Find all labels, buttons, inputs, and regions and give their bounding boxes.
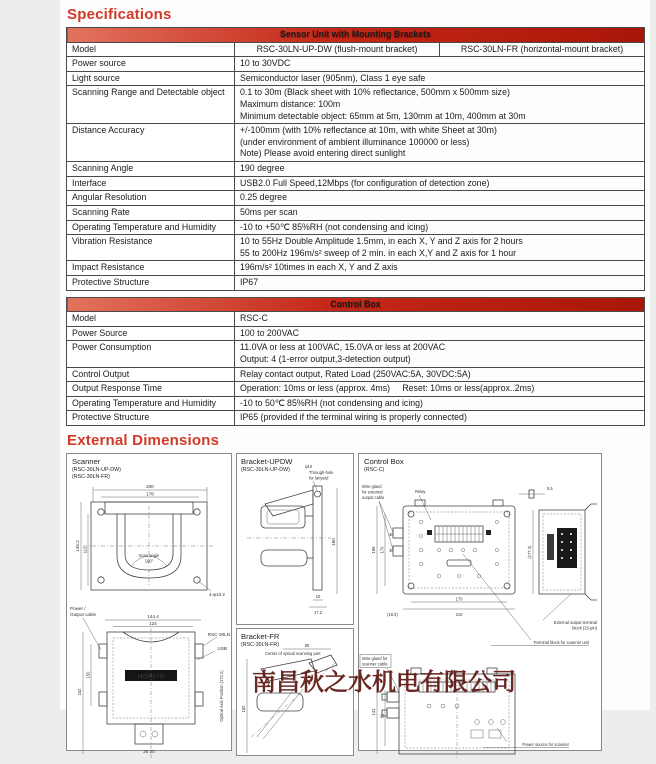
spec-row: [67, 220, 645, 235]
row-value: [235, 326, 645, 341]
spec-row: [67, 382, 645, 397]
value-line: 10 to 30VDC: [240, 58, 291, 69]
control-box-title: Control Box: [364, 457, 404, 467]
value-line: Minimum detectable object: 65mm at 5m, 130mm at 10m, 400mm at 30m: [240, 110, 526, 121]
spec-row: [67, 71, 645, 86]
scanner-dimension-panel: [66, 453, 232, 755]
svg-text:Wire gland for: Wire gland for: [362, 656, 388, 662]
svg-text:150: 150: [85, 671, 91, 679]
value-line: 100 to 200VAC: [240, 327, 300, 338]
row-value: [235, 191, 645, 206]
control-box-drawing: [359, 454, 601, 764]
svg-text:USB: USB: [217, 646, 227, 652]
row-value: [235, 220, 645, 235]
control-table-title: Control Box: [67, 297, 645, 312]
svg-text:(RSC-C): (RSC-C): [364, 467, 385, 474]
row-value: [235, 124, 645, 162]
external-dimensions-title: External Dimensions: [67, 432, 220, 450]
svg-text:scanner cable: scanner cable: [362, 661, 388, 667]
value-line: 55 to 200Hz 196m/s² sweep of 2 min. in each X,Y and Z axis for 1 hour: [240, 247, 517, 258]
spec-sheet: [60, 0, 650, 755]
row-label: Protective Structure: [67, 411, 235, 426]
value-line: -10 to 50℃ 85%RH (not condensing and icing): [240, 397, 423, 408]
row-value: [235, 382, 645, 397]
svg-text:200: 200: [146, 484, 154, 490]
row-label: Angular Resolution: [67, 191, 235, 206]
row-label: Light source: [67, 71, 235, 86]
value-line: Relay contact output, Rated Load (250VAC:5A, 30VDC:5A): [240, 368, 471, 379]
value-line: (under environment of ambient illuminance 100000 or less): [240, 136, 470, 147]
svg-text:Relay: Relay: [415, 489, 426, 495]
row-label: Power source: [67, 57, 235, 72]
spec-row: [67, 176, 645, 191]
row-label: Control Output: [67, 367, 235, 382]
svg-text:(RSC-30LN-FR): (RSC-30LN-FR): [241, 642, 279, 649]
row-value: [235, 86, 645, 124]
spec-row: [67, 396, 645, 411]
bracket-updw-title: Bracket-UPDW: [241, 457, 293, 467]
svg-text:30: 30: [389, 548, 394, 554]
svg-text:Optical Axis Position (172.2): Optical Axis Position (172.2): [219, 670, 224, 722]
row-label: Vibration Resistance: [67, 235, 235, 261]
row-label: Operating Temperature and Humidity: [67, 396, 235, 411]
svg-text:10: 10: [315, 594, 321, 600]
value-line: 0.1 to 30m (Black sheet with 10% reflectance, 500mm x 500mm size): [240, 87, 510, 98]
row-label: Protective Structure: [67, 275, 235, 290]
value-line: Maximum distance: 100m: [240, 99, 341, 110]
scanner-drawing: [67, 454, 231, 764]
svg-text:Scan angle: Scan angle: [138, 553, 160, 559]
spec-row: [67, 261, 645, 276]
svg-text:RSC-30LN: RSC-30LN: [207, 632, 230, 638]
value-line: 196m/s² 10times in each X, Y and Z axis: [240, 262, 398, 273]
svg-text:5.5: 5.5: [547, 486, 553, 492]
spec-row: [67, 326, 645, 341]
svg-text:30: 30: [389, 532, 394, 538]
row-value: [235, 396, 645, 411]
svg-text:(RSC-30LN-UP-DW): (RSC-30LN-UP-DW): [241, 467, 290, 474]
svg-text:170: 170: [379, 546, 385, 554]
sensor-table-title: Sensor Unit with Mounting Brackets: [67, 28, 645, 43]
svg-text:block (15-pin): block (15-pin): [572, 625, 597, 631]
row-value: [235, 411, 645, 426]
brand-label: HOKUYO: [137, 674, 165, 681]
svg-text:20 20: 20 20: [143, 749, 155, 755]
table-header-row: [67, 28, 645, 43]
row-value: [235, 367, 645, 382]
row-label: Scanning Range and Detectable object: [67, 86, 235, 124]
value-line: IP65 (provided if the terminal wiring is properly connected): [240, 412, 467, 423]
value-line: Operation: 10ms or less (approx. 4ms) Reset: 10ms or less(approx..2ms): [240, 383, 535, 394]
value-line: 50ms per scan: [240, 206, 298, 217]
svg-text:Power source for scanner: Power source for scanner: [522, 742, 569, 748]
spec-row: [67, 86, 645, 124]
svg-text:144.4: 144.4: [147, 614, 159, 620]
row-label: Output Response Time: [67, 382, 235, 397]
svg-text:80: 80: [304, 643, 310, 649]
svg-text:(177.3): (177.3): [527, 545, 532, 559]
svg-text:195: 195: [371, 546, 376, 554]
row-label: Scanning Angle: [67, 162, 235, 177]
bracket-fr-title: Bracket-FR: [241, 632, 280, 642]
svg-text:242: 242: [77, 688, 82, 696]
spec-row: [67, 235, 645, 261]
svg-text:Terminal block for scanner uni: Terminal block for scanner unit: [533, 640, 589, 646]
row-value: [235, 275, 645, 290]
spec-row: [67, 367, 645, 382]
value-line: 0.25 degree: [240, 192, 287, 203]
spec-row: [67, 57, 645, 72]
spec-row: [67, 124, 645, 162]
row-value: [235, 312, 645, 327]
svg-text:150: 150: [241, 705, 246, 713]
page-title: Specifications: [67, 6, 172, 23]
svg-text:Through-hole: Through-hole: [309, 470, 334, 476]
spec-row: [67, 162, 645, 177]
spec-row: [67, 275, 645, 290]
row-value: [235, 341, 645, 367]
svg-text:Output cable: Output cable: [70, 612, 97, 618]
row-value: [235, 235, 645, 261]
svg-text:178: 178: [146, 491, 154, 497]
value-line: -10 to +50℃ 85%RH (not condensing and icing): [240, 221, 429, 232]
value-line: 190 degree: [240, 163, 285, 174]
bracket-updw-panel: [236, 453, 354, 625]
svg-text:φ10: φ10: [305, 464, 313, 470]
svg-text:210: 210: [455, 612, 463, 618]
spec-row: [67, 191, 645, 206]
spec-row: [67, 312, 645, 327]
svg-text:190°: 190°: [144, 558, 154, 564]
row-value: [235, 176, 645, 191]
value-line: RSC-C: [240, 313, 268, 324]
svg-text:(RSC-30LN-FR): (RSC-30LN-FR): [72, 474, 110, 481]
sensor-spec-table: [66, 27, 645, 291]
bracket-updw-drawing: [237, 454, 353, 624]
spec-row: [67, 205, 645, 220]
row-value: [235, 57, 645, 72]
svg-text:(18.3): (18.3): [387, 612, 398, 618]
spec-row: [67, 411, 645, 426]
row-label: Scanning Rate: [67, 205, 235, 220]
svg-text:External output terminal: External output terminal: [553, 620, 597, 626]
row-value: [235, 205, 645, 220]
row-value: [235, 261, 645, 276]
svg-text:4-φ10.2: 4-φ10.2: [208, 592, 225, 598]
model-row: [67, 42, 645, 57]
row-label: Impact Resistance: [67, 261, 235, 276]
spec-row: [67, 341, 645, 367]
svg-text:Wire gland: Wire gland: [362, 484, 382, 490]
svg-text:for external: for external: [362, 489, 383, 495]
svg-text:81: 81: [379, 713, 385, 719]
row-label: Model: [67, 42, 235, 57]
row-label: Model: [67, 312, 235, 327]
svg-text:145.2: 145.2: [75, 540, 80, 552]
row-label: Power Source: [67, 326, 235, 341]
value-line: Output: 4 (1-error output,3-detection output): [240, 354, 411, 365]
value-line: 11.0VA or less at 100VAC, 15.0VA or less at 200VAC: [240, 342, 446, 353]
scanner-title: Scanner: [72, 457, 101, 467]
svg-text:17.2: 17.2: [314, 610, 322, 616]
svg-text:Center of optical scanning par: Center of optical scanning part: [265, 651, 321, 657]
value-line: USB2.0 Full Speed,12Mbps (for configuration of detection zone): [240, 177, 490, 188]
watermark-text: 南昌秋之水机电有限公司: [252, 669, 516, 696]
svg-text:output cable: output cable: [362, 495, 385, 501]
value-line: +/-100mm (with 10% reflectance at 10m, with white Sheet at 30m): [240, 125, 497, 136]
dimension-panels: [66, 453, 648, 755]
svg-text:170: 170: [455, 596, 463, 602]
table-header-row: [67, 297, 645, 312]
value-line: 10 to 55Hz Double Amplitude 1.5mm, in each X, Y and Z axis for 2 hours: [240, 236, 523, 247]
value-line: Note) Please avoid entering direct sunlight: [240, 148, 406, 159]
model-value-updw: RSC-30LN-UP-DW (flush-mount bracket): [235, 42, 440, 57]
svg-text:Power /: Power /: [70, 606, 86, 612]
svg-text:141: 141: [371, 708, 376, 716]
row-label: Operating Temperature and Humidity: [67, 220, 235, 235]
row-label: Distance Accuracy: [67, 124, 235, 162]
row-label: Power Consumption: [67, 341, 235, 367]
row-value: [235, 162, 645, 177]
svg-text:124: 124: [149, 621, 157, 627]
svg-text:for lanyard: for lanyard: [309, 475, 329, 481]
model-value-fr: RSC-30LN-FR (horizontal-mount bracket): [440, 42, 645, 57]
svg-text:112: 112: [82, 546, 88, 554]
row-value: [235, 71, 645, 86]
svg-text:160: 160: [331, 538, 336, 546]
control-box-dimension-panel: [358, 453, 602, 751]
value-line: IP67: [240, 276, 259, 287]
control-spec-table: [66, 297, 645, 426]
value-line: Semiconductor laser (905nm), Class 1 eye safe: [240, 72, 426, 83]
row-label: Interface: [67, 176, 235, 191]
svg-text:(RSC-30LN-UP-DW): (RSC-30LN-UP-DW): [72, 467, 121, 474]
